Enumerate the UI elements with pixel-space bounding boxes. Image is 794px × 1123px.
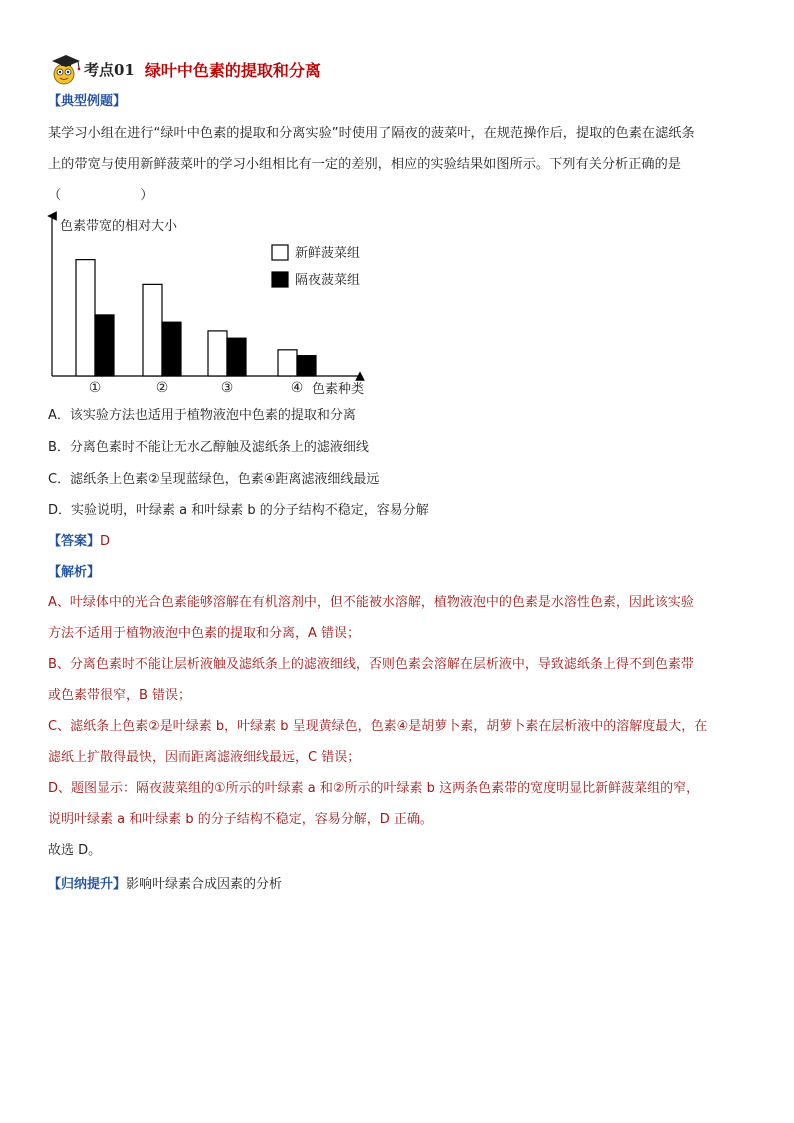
y-axis-label: 色素带宽的相对大小 — [60, 219, 178, 234]
bar-fresh-4 — [278, 350, 297, 376]
x-axis-label: 色素种类 — [312, 382, 365, 397]
analysis-line: 说明叶绿素 a 和叶绿素 b 的分子结构不稳定，容易分解，D 正确。 — [48, 812, 433, 827]
option-b[interactable]: B．分离色素时不能让无水乙醇触及滤纸条上的滤液细线 — [48, 440, 369, 455]
legend-swatch-fresh — [272, 245, 288, 260]
graduate-mascot-icon — [48, 52, 82, 86]
legend-label-overnight: 隔夜菠菜组 — [295, 273, 361, 288]
option-a[interactable]: A．该实验方法也适用于植物液泡中色素的提取和分离 — [48, 408, 356, 423]
tick-labels-group — [89, 380, 304, 396]
legend-label-fresh: 新鲜菠菜组 — [295, 246, 361, 261]
pigment-band-chart — [40, 210, 380, 400]
bar-fresh-1 — [76, 260, 95, 376]
analysis-line: 方法不适用于植物液泡中色素的提取和分离，A 错误； — [48, 626, 361, 641]
topic-title: 绿叶中色素的提取和分离 — [144, 60, 321, 80]
bar-overnight-3 — [227, 338, 246, 376]
analysis-line: 滤纸上扩散得最快，因而距离滤液细线最远，C 错误； — [48, 750, 361, 765]
summary-row — [48, 873, 282, 892]
x-tick-label: ① — [88, 380, 102, 396]
answer-label: 【答案】 — [48, 534, 101, 549]
summary-label: 【归纳提升】 — [48, 877, 127, 892]
option-c[interactable]: C．滤纸条上色素②呈现蓝绿色，色素④距离滤液细线最远 — [48, 472, 380, 487]
analysis-label: 【解析】 — [48, 565, 101, 580]
answer-blank: （ ） — [48, 188, 154, 203]
kaodian-label: 考点01 — [84, 60, 135, 79]
bar-overnight-2 — [162, 322, 181, 376]
analysis-line: C、滤纸条上色素②是叶绿素 b，叶绿素 b 呈现黄绿色，色素④是胡萝卜素，胡萝卜素在层析液中的溶解度最大，在 — [48, 719, 708, 734]
legend-swatch-overnight — [272, 272, 288, 287]
analysis-conclusion: 故选 D。 — [48, 843, 102, 858]
bar-fresh-2 — [143, 284, 162, 376]
bar-fresh-3 — [208, 331, 227, 376]
example-label: 【典型例题】 — [48, 94, 127, 109]
question-stem — [48, 118, 748, 211]
analysis-line: D、题图显示：隔夜菠菜组的①所示的叶绿素 a 和②所示的叶绿素 b 这两条色素带的宽度明显比新鲜菠菜组的窄， — [48, 781, 700, 796]
option-d[interactable]: D．实验说明，叶绿素 a 和叶绿素 b 的分子结构不稳定，容易分解 — [48, 503, 429, 518]
x-tick-label: ② — [155, 380, 169, 396]
bar-overnight-4 — [297, 356, 316, 376]
answer-value: D — [100, 534, 111, 549]
bar-overnight-1 — [95, 315, 114, 376]
answer-row — [48, 530, 110, 549]
analysis-body — [48, 587, 748, 866]
x-tick-label: ④ — [290, 380, 304, 396]
summary-text: 影响叶绿素合成因素的分析 — [126, 877, 283, 892]
analysis-line: 或色素带很窄，B 错误； — [48, 688, 192, 703]
title-row — [48, 52, 321, 86]
analysis-line: A、叶绿体中的光合色素能够溶解在有机溶剂中，但不能被水溶解，植物液泡中的色素是水溶性色素，因此该实验 — [48, 595, 694, 610]
question-stem-line: 上的带宽与使用新鲜菠菜叶的学习小组相比有一定的差别，相应的实验结果如图所示。下列有关分析正确的是 — [48, 157, 681, 172]
analysis-line: B、分离色素时不能让层析液触及滤纸条上的滤液细线，否则色素会溶解在层析液中，导致滤纸条上得不到色素带 — [48, 657, 694, 672]
x-tick-label: ③ — [220, 380, 234, 396]
question-stem-line: 某学习小组在进行“绿叶中色素的提取和分离实验”时使用了隔夜的菠菜叶，在规范操作后，提取的色素在滤纸条 — [48, 126, 695, 141]
